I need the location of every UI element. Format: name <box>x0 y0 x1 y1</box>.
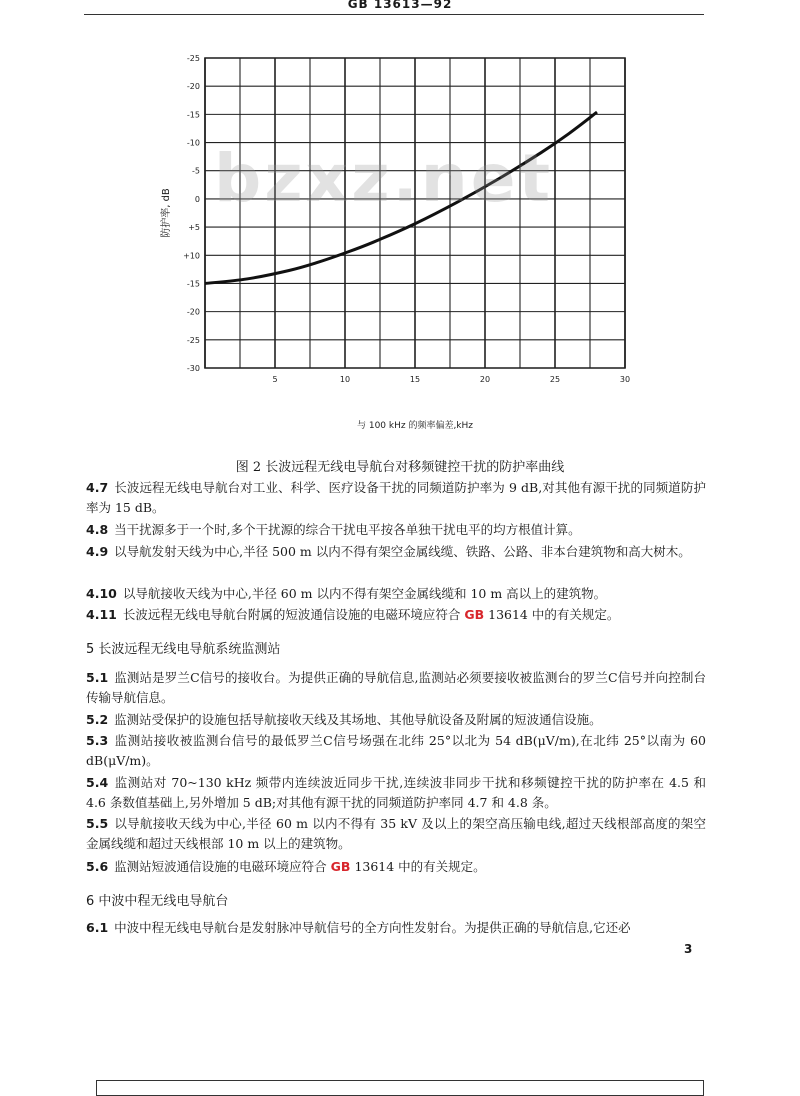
clause-text: 中波中程无线电导航台是发射脉冲导航信号的全方向性发射台。为提供正确的导航信息,它还必 <box>114 920 631 935</box>
clause-text: 监测站短波通信设施的电磁环境应符合 <box>114 859 327 874</box>
x-tick-label: 15 <box>409 375 421 384</box>
y-tick-label: 0 <box>194 194 200 204</box>
gb-reference: GB <box>330 859 351 874</box>
clause-number: 4.9 <box>86 544 109 559</box>
clause-text: 监测站是罗兰C信号的接收台。为提供正确的导航信息,监测站必须要接收被监测台的罗兰C信号并向控制台传输导航信息。 <box>86 670 706 705</box>
clause-4-7 <box>86 478 706 518</box>
figure-title: 长波远程无线电导航台对移频键控干扰的防护率曲线 <box>265 460 565 475</box>
clause-6-1 <box>86 918 706 938</box>
clause-5-2 <box>86 710 706 730</box>
protection-ratio-curve <box>205 112 597 283</box>
clause-text: 以导航接收天线为中心,半径 60 m 以内不得有 35 kV 及以上的架空高压输电线,超过天线根部高度的架空金属线缆和超过天线根部 10 m 以上的建筑物。 <box>86 816 706 851</box>
section-6-heading: 6 中波中程无线电导航台 <box>86 894 229 909</box>
y-tick-label: -15 <box>186 279 200 289</box>
x-tick-labels <box>272 375 630 384</box>
clause-number: 5.5 <box>86 816 109 831</box>
header-rule <box>84 14 704 15</box>
x-axis-label: 与 100 kHz 的频率偏差,kHz <box>356 421 474 431</box>
clause-number: 4.8 <box>86 522 109 537</box>
figure-number: 图 2 <box>235 460 262 475</box>
clause-number: 5.6 <box>86 859 109 874</box>
figure-caption <box>0 456 800 475</box>
clause-text: 监测站受保护的设施包括导航接收天线及其场地、其他导航设备及附属的短波通信设施。 <box>114 712 602 727</box>
y-axis-label: 防护率, dB <box>161 188 172 238</box>
chart-grid <box>205 58 625 368</box>
clause-text: 以导航接收天线为中心,半径 60 m 以内不得有架空金属线缆和 10 m 高以上的建筑物。 <box>122 586 607 601</box>
footer-box <box>96 1080 704 1096</box>
clause-4-11 <box>86 605 706 625</box>
clause-text: 以导航发射天线为中心,半径 500 m 以内不得有架空金属线缆、铁路、公路、非本台建筑物和高大树木。 <box>114 544 691 559</box>
clause-4-9 <box>86 542 706 562</box>
protection-ratio-chart <box>160 50 640 445</box>
y-tick-label: -30 <box>186 364 200 373</box>
y-tick-label: +10 <box>183 251 200 261</box>
y-tick-label: -10 <box>186 138 200 148</box>
clause-text: 监测站对 70~130 kHz 频带内连续波近同步干扰,连续波非同步干扰和移频键控干扰的防护率在 4.5 和 4.6 条数值基础上,另外增加 5 dB;对其他有源干扰的同频道防护率同 4.7 和 4.8 条。 <box>86 775 706 810</box>
clause-4-10 <box>86 584 706 604</box>
clause-5-6 <box>86 857 706 877</box>
clause-text: 长波远程无线电导航台对工业、科学、医疗设备干扰的同频道防护率为 9 dB,对其他有源干扰的同频道防护率为 15 dB。 <box>86 480 706 515</box>
clause-5-3 <box>86 731 706 771</box>
y-tick-label: -20 <box>186 82 200 92</box>
clause-number: 4.11 <box>86 607 117 622</box>
clause-number: 5.2 <box>86 712 109 727</box>
watermark: bzxz.net <box>214 140 554 217</box>
y-tick-label: -25 <box>186 335 200 345</box>
clause-text-end: 13614 中的有关规定。 <box>488 607 620 622</box>
x-tick-label: 20 <box>479 375 491 384</box>
clause-text-end: 13614 中的有关规定。 <box>354 859 486 874</box>
page-header <box>0 0 800 18</box>
clause-number: 5.1 <box>86 670 109 685</box>
standard-code: GB 13613—92 <box>347 0 453 11</box>
y-tick-label: -20 <box>186 307 200 317</box>
clause-5-1 <box>86 668 706 708</box>
x-tick-label: 5 <box>272 375 278 384</box>
clause-5-5 <box>86 814 706 854</box>
clause-text: 当干扰源多于一个时,多个干扰源的综合干扰电平按各单独干扰电平的均方根值计算。 <box>114 522 581 537</box>
clause-text: 长波远程无线电导航台附属的短波通信设施的电磁环境应符合 <box>122 607 461 622</box>
x-tick-label: 25 <box>549 375 561 384</box>
x-tick-label: 30 <box>619 375 631 384</box>
clause-number: 4.10 <box>86 586 117 601</box>
gb-reference: GB <box>464 607 485 622</box>
clause-number: 5.3 <box>86 733 109 748</box>
y-tick-label: -25 <box>186 54 200 63</box>
page-number: 3 <box>684 942 693 956</box>
y-tick-label: -5 <box>192 166 200 176</box>
y-tick-labels <box>183 54 200 373</box>
clause-4-8 <box>86 520 706 540</box>
clause-text: 监测站接收被监测台信号的最低罗兰C信号场强在北纬 25°以北为 54 dB(μV/m),在北纬 25°以南为 60 dB(μV/m)。 <box>86 733 706 768</box>
clause-number: 4.7 <box>86 480 109 495</box>
clause-number: 6.1 <box>86 920 109 935</box>
section-5-heading: 5 长波远程无线电导航系统监测站 <box>86 642 281 657</box>
clause-number: 5.4 <box>86 775 109 790</box>
x-tick-label: 10 <box>339 375 351 384</box>
y-tick-label: +5 <box>188 223 200 233</box>
y-tick-label: -15 <box>186 110 200 120</box>
clause-5-4 <box>86 773 706 813</box>
